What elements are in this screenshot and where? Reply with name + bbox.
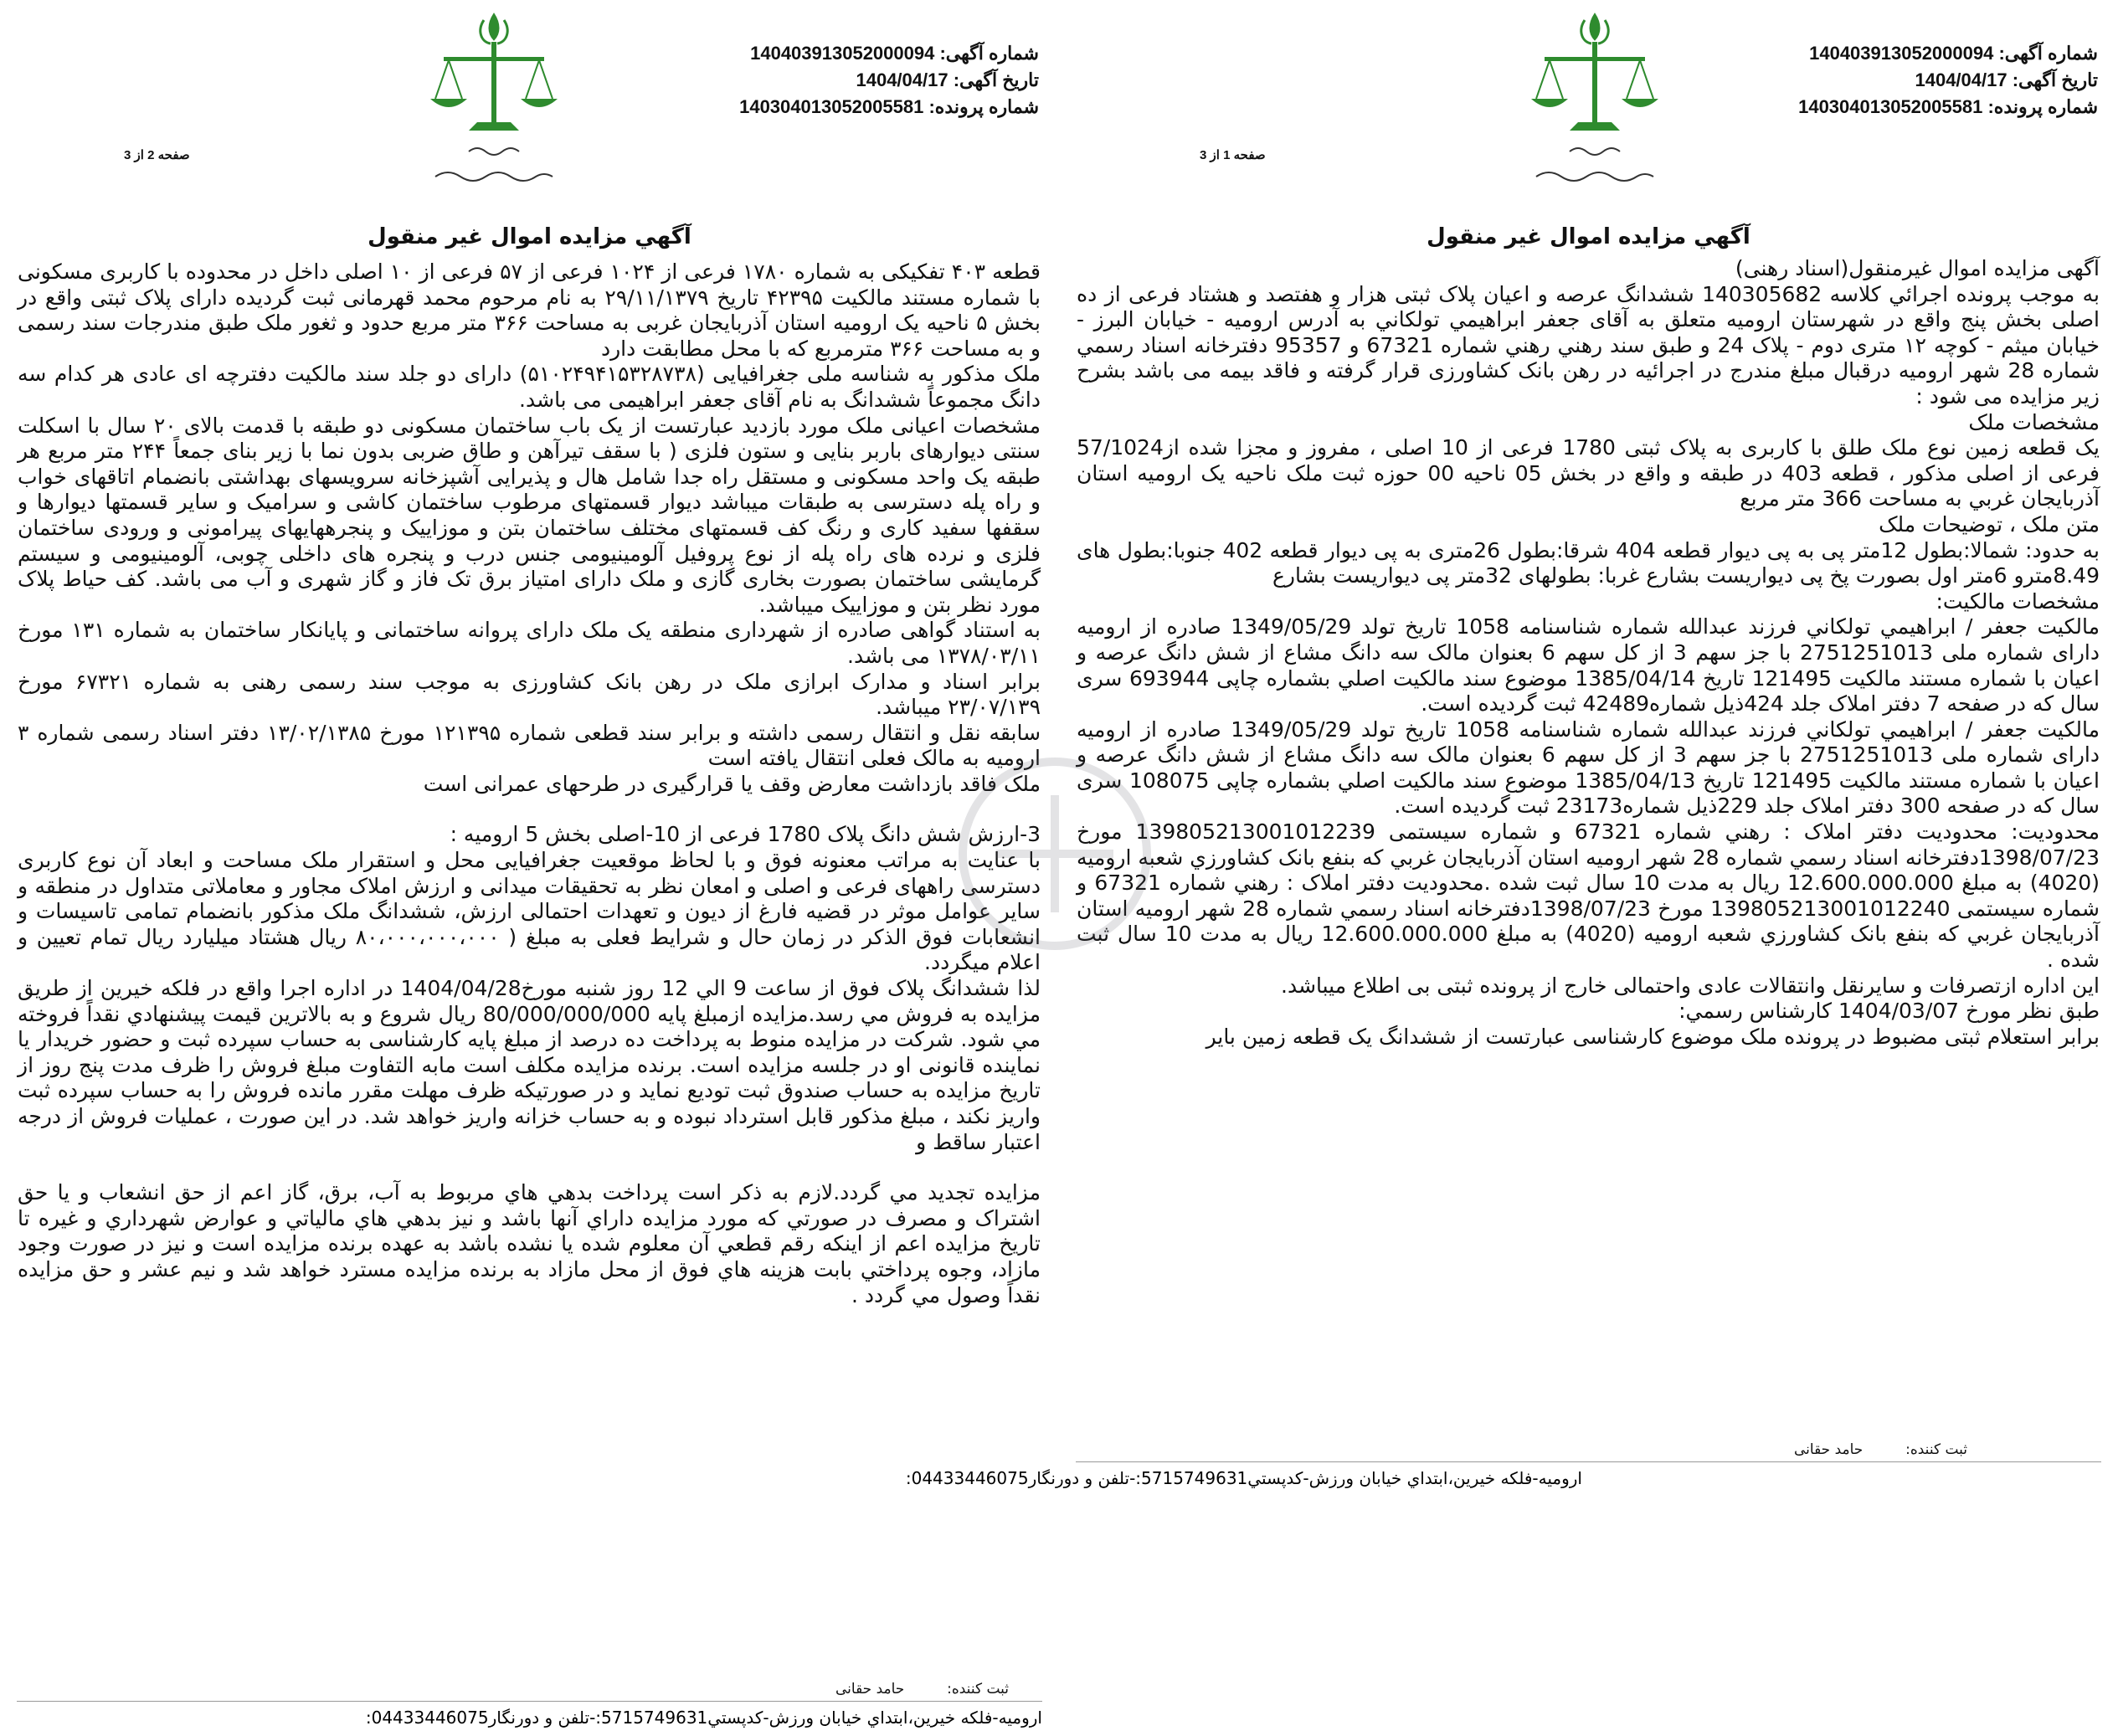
notice-header [739,40,1039,121]
paragraph: اين اداره ازتصرفات و سايرنقل وانتقالات عادی واحتمالی خارج از پرونده ثبتی بی اطلاع ميباشد. [1281,973,2100,998]
paragraph: مالكيت جعفر / ابراهيمي تولكاني فرزند عبدالله شماره شناسنامه 1058 تاريخ تولد 1349/05/29 صادره از اروميه دارای شماره ملی 2751251013 با جز سهم 3 از كل سهم 6 بعنوان مالک سه دانگ مشاع از شش دانگ عرصه و اعيان با شماره مستند مالكيت 121495 تاريخ 1385/04/14 موضوع سند مالكيت اصلي بشماره چاپی 693944 سری سال كه در صفحه 7 دفتر املاک جلد 424ذيل شماره42489 ثبت گرديده است. [1077,614,2100,716]
notice-date: 1404/04/17 [856,69,948,90]
paragraph: محدوديت: محدوديت دفتر املاک : رهني شماره 67321 و شماره سيستمی 13980521300101223​9 مورخ 1398/07/23دفترخانه اسناد رسمي شماره 28 شهر اروميه استان آذربايجان غربي كه بنفع بانک كشاورزي شعبه اروميه (4020) به مبلغ 12.600.000.000 ريال به مدت 10 سال ثبت شده .محدوديت دفتر املاک : رهني شماره 67321 و شماره سيستمی 139805213001012240 مورخ 1398/07/23دفترخانه اسناد رسمي شماره 28 شهر اروميه استان آذربايجان غربي كه بنفع بانک كشاورزي شعبه اروميه (4020) به مبلغ 12.600.000.000 ريال به مدت 10 سال ثبت شده . [1077,819,2100,973]
scales-of-justice-emblem-icon [1511,5,1678,189]
scales-of-justice-emblem-icon [410,5,578,189]
divider [17,1701,1042,1702]
notice-header [1798,40,2098,121]
paragraph: مزايده تجديد مي گردد.لازم به ذكر است پرداخت بدهي هاي مربوط به آب، برق، گاز اعم از حق انشعاب و يا حق اشتراک و مصرف در صورتي كه مورد مزايده داراي آنها باشد و نيز بدهي هاي مالياتي و عوارض شهرداري و غيره تا تاريخ مزايده اعم از اينكه رقم قطعي آن معلوم شده يا نشده باشد به عهده برنده مزايده است و نيز در صورت وجود مازاد، وجوه پرداختي بابت هزينه هاي فوق از محل مازاد به برنده مزايده مسترد خواهد شد و نيم عشر و حق مزايده نقداً وصول مي گردد . [18,1180,1041,1307]
notice-date-row: تاریخ آگهی: 1404/04/17 [856,69,1039,90]
paragraph: به حدود: شمالا:بطول 12متر پی به پی ديوار قطعه 404 شرقا:بطول 26متری به پی ديوار قطعه 402 جنوبا:بطول های 8.49مترو 6متر اول بصورت پخ پی ديواريست بشارع غربا: بطولهای 32متر پی ديواريست بشارع [1077,537,2100,588]
paragraph: به استناد گواهی صادره از شهرداری منطقه یک ملک دارای پروانه ساختمانی و پایانکار ساختمان به شماره ۱۳۱ مورخ ۱۳۷۸/۰۳/۱۱ می باشد. [18,618,1041,668]
page-title: آگهي مزايده اموال غير منقول [1427,224,1750,249]
page-number: صفحه 2 از 3 [124,148,190,162]
paragraph: قطعه ۴۰۳ تفکیکی به شماره ۱۷۸۰ فرعی از ۱۰۲۴ فرعی از ۵۷ فرعی از ۱۰ اصلی داخل در محدوده با کاربری مسکونی با شماره مستند مالکیت ۴۲۳۹۵ تاریخ ۲۹/۱۱/۱۳۷۹ به نام مرحوم محمد قهرمانی ثبت گردیده دارای پلاک ثبتی واقع در بخش ۵ ناحیه یک ارومیه استان آذربایجان غربی به مساحت ۳۶۶ متر مربع حدود و ثغور ملک طبق مندرجات سند رسمی و به مساحت ۳۶۶ مترمربع که با محل مطابقت دارد [18,259,1041,361]
paragraph: متن ملک ، توضيحات ملک [1879,511,2100,537]
paragraph: لذا ششدانگ پلاک فوق از ساعت 9 الي 12 روز شنبه مورخ1404/04/28 در اداره اجرا واقع در فلكه خيرين از طريق مزايده به فروش مي رسد.مزايده ازمبلغ پايه 80/000/000/000 ريال شروع و به بالاترين قيمت پيشنهادي نقداً فروخته مي شود. شركت در مزايده منوط به پرداخت ده درصد از مبلغ پايه كارشناسی به حساب سپرده ثبت و حضور خريدار يا نماينده قانونی او در جلسه مزايده است. برنده مزايده مكلف است مابه التفاوت مبلغ فروش را ظرف مدت پنج روز از تاريخ مزايده به حساب صندوق ثبت توديع نمايد و در صورتيكه ظرف مهلت مقرر مانده فروش را به حساب سپرده ثبت واريز نكند ، مبلغ مذكور قابل استرداد نبوده و به حساب خزانه واريز خواهد شد. در اين صورت ، عمليات فروش از درجه اعتبار ساقط و [18,976,1041,1154]
notice-body [18,259,1041,1308]
case-number: 140304013052005581 [1798,96,1983,117]
divider [1076,1461,2101,1462]
paragraph: مشخصات اعیانی ملک مورد بازدید عبارتست از یک باب ساختمان مسکونی دو طبقه با قدمت بالای ۲۰ سال با اسکلت سنتی دیوارهای باربر بنایی و ستون فلزی ( با سقف تیرآهن و طاق ضربی بدون نما با زیر بنای جمعاً ۲۴۴ متر مربع هر طبقه یک واحد مسکونی و مستقل راه جدا شامل هال و پذیرایی آشپزخانه سرویسهای بهداشتی بانضمام اتاقهای خواب و راه پله دسترسی به طبقات میباشد دیوار قسمتهای مرطوب ساختمان کاشی و سرامیک و سایر قسمتها دیوارها و سقفها سفید کاری و رنگ کف قسمتهای مختلف ساختمان بتن و موزاییک و پنجرههایهای پیرامونی و ورودی ساختمان فلزی و نرده های راه پله از نوع پروفیل آلومینیومی جنس درب و پنجره های داخلی چوبی، آلومینیومی و سیستم گرمایشی ساختمان بصورت بخاری گازی و ملک دارای امتیاز برق تک فاز و گاز شهری و آب می باشد. کف حیاط پلاک مورد نظر بتن و موزاییک میباشد. [18,413,1041,617]
page-1 [905,0,2118,1736]
page-number: صفحه 1 از 3 [1200,148,1266,162]
paragraph: برابر اسناد و مدارک ابرازی ملک در رهن بانک کشاورزی به موجب سند رسمی رهنی به شماره ۶۷۳۲۱ مورخ ۲۳/۰۷/۱۳۹ میباشد. [18,669,1041,720]
office-address: اروميه-فلكه خيرين،ابتداي خيابان ورزش-كدپستي5715749631:-تلفن و دورنگار04433446075: [365,1708,1042,1728]
paragraph: آگهی مزایده اموال غیرمنقول(اسناد رهنی) [1735,256,2100,280]
paragraph: 3-ارزش شش دانگ پلاک 1780 فرعی از 10-اصلی بخش 5 ارومیه : [450,822,1041,847]
paragraph: مشخصات مالكيت: [1936,588,2100,614]
notice-number: 140403913052000094 [750,43,935,64]
page-title: آگهي مزايده اموال غير منقول [368,224,691,249]
notice-number: 140403913052000094 [1809,43,1994,64]
case-number-row: شماره پرونده: 140304013052005581 [739,96,1039,117]
paragraph: ملک فاقد بازداشت معارض وقف یا قرارگیری در طرحهای عمرانی است [423,771,1041,796]
paragraph: طبق نظر مورخ 1404/03/07 كارشناس رسمي: [1678,999,2100,1024]
notice-body [1077,256,2100,1050]
signer: ثبت کننده: حامد حقانی [835,1681,1009,1697]
notice-date-row: تاریخ آگهی: 1404/04/17 [1915,69,2098,90]
paragraph: مالكيت جعفر / ابراهيمي تولكاني فرزند عبدالله شماره شناسنامه 1058 تاريخ تولد 1349/05/29 صادره از اروميه دارای شماره ملی 2751251013 با جز سهم 3 از كل سهم 6 بعنوان مالک سه دانگ مشاع از شش دانگ عرصه و اعيان با شماره مستند مالكيت 121495 تاريخ 1385/04/13 موضوع سند مالكيت اصلي بشماره چاپی 108075 سری سال كه در صفحه 300 دفتر املاک جلد 229ذيل شماره23173 ثبت گرديده است. [1077,716,2100,819]
spacer [18,797,1041,822]
spacer [18,1155,1041,1180]
paragraph: ملک مذکور به شناسه ملی جغرافیایی (۵۱۰۲۴۹۴۱۵۳۲۸۷۳۸) دارای دو جلد سند مالکیت دفترچه ای عادی هر کدام سه دانگ مجموعاً ششدانگ به نام آقای جعفر ابراهیمی می باشد. [18,362,1041,412]
paragraph: يک قطعه زمين نوع ملک طلق با كاربری به پلاک ثبتی 1780 فرعی از 10 اصلی ، مفروز و مجزا شده از57/1024 فرعی از اصلی مذكور ، قطعه 403 در طبقه و واقع در بخش 05 ناحيه 00 حوزه ثبت ملک ناحيه يک اروميه استان آذربايجان غربي به مساحت 366 متر مربع [1077,435,2100,511]
notice-date: 1404/04/17 [1915,69,2007,90]
paragraph: به موجب پرونده اجرائي كلاسه 140305682 ششدانگ عرصه و اعيان پلاک ثبتی هزار و هفتصد و هشتاد فرعی از ده اصلی بخش پنج واقع در شهرستان اروميه متعلق به آقای جعفر ابراهيمي تولكاني به آدرس اروميه - خيابان البرز - خيابان ميثم - كوچه ۱۲ متری دوم - پلاک 24 و طبق سند رهني رهني شماره 67321 و 95357 دفترخانه اسناد رسمي شماره 28 شهر اروميه درقبال مبلغ مندرج در اجرائيه در رهن بانک كشاورزی قرار گرفته و فاقد بيمه می باشد بشرح زير مزايده می شود : [1077,281,2100,408]
notice-number-row: شماره آگهی: 140403913052000094 [750,43,1039,64]
office-address: اروميه-فلكه خيرين،ابتداي خيابان ورزش-كدپستي5715749631:-تلفن و دورنگار04433446075: [905,1468,1582,1488]
notice-number-row: شماره آگهی: 140403913052000094 [1809,43,2098,64]
signer-name: حامد حقانی [1794,1441,1864,1458]
case-number: 140304013052005581 [739,96,924,117]
paragraph: مشخصات ملک [1968,409,2100,434]
paragraph: برابر استعلام ثبتی مضبوط در پرونده ملک موضوع كارشناسی عبارتست از ششدانگ يک قطعه زمين باير [1206,1024,2100,1049]
signer-name: حامد حقانی [835,1681,905,1697]
signer: ثبت کننده: حامد حقانی [1794,1441,1967,1458]
case-number-row: شماره پرونده: 140304013052005581 [1798,96,2098,117]
paragraph: سابقه نقل و انتقال رسمی داشته و برابر سند قطعی شماره ۱۲۱۳۹۵ مورخ ۱۳/۰۲/۱۳۸۵ دفتر اسناد رسمی شماره ۳ ارومیه به مالک فعلی انتقال یافته است [18,720,1041,771]
paragraph: با عنایت به مراتب معنونه فوق و با لحاظ موقعیت جغرافیایی محل و استقرار ملک مساحت و ابعاد آن نوع کاربری دسترسی راههای فرعی و اصلی و امعان نظر به تحقیقات میدانی و ارزش املاک مجاور و معاملاتی متداول در منطقه و سایر عوامل موثر در قضیه فارغ از دیون و تعهدات احتمالی ارزش، ششدانگ ملک مذکور بانضمام تمامی تاسیسات و انشعابات فوق الذکر در زمان حال و شرایط فعلی به مبلغ ( ۸۰،۰۰۰،۰۰۰،۰۰۰ ریال هشتاد میلیارد ریال تمام تعیین و اعلام میگردد. [18,848,1041,975]
